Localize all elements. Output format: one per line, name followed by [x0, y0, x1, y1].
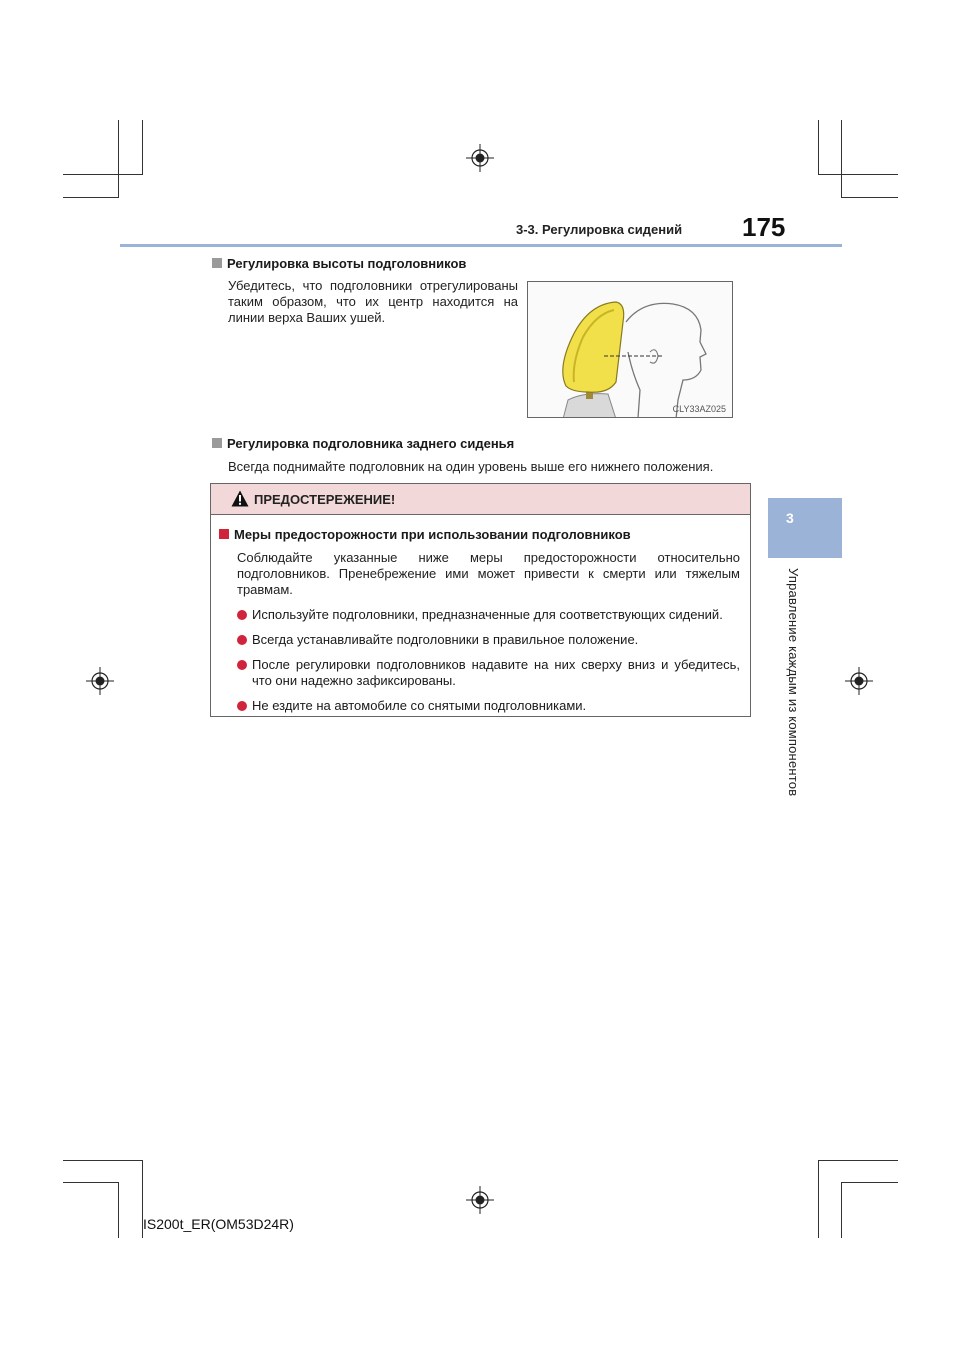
- list-item: Не ездите на автомобиле со снятыми подголовниками.: [219, 698, 740, 714]
- list-item: Используйте подголовники, предназначенные для соответствующих сидений.: [219, 607, 740, 623]
- caution-body: [211, 515, 750, 714]
- page-number: 175: [742, 212, 786, 242]
- headrest-illustration: [527, 281, 733, 418]
- chapter-title: Управление каждым из компонентов: [786, 568, 801, 797]
- warning-icon: [231, 490, 249, 507]
- list-item: Всегда устанавливайте подголовники в правильное положение.: [219, 632, 740, 648]
- headrest-diagram: [528, 282, 733, 418]
- caution-header: [211, 484, 750, 515]
- bullet-dot-icon: [237, 610, 247, 620]
- caution-intro: Соблюдайте указанные ниже меры предосторожности относительно подголовников. Пренебрежение ими может привести к смерти или тяжелым травмам.: [237, 550, 740, 597]
- section-heading: Регулировка высоты подголовников: [212, 256, 466, 271]
- caution-title: ПРЕДОСТЕРЕЖЕНИЕ!: [254, 492, 396, 507]
- registration-mark-icon: [466, 1186, 494, 1214]
- section-body: Всегда поднимайте подголовник на один уровень выше его нижнего положения.: [228, 459, 714, 474]
- chapter-tab: [768, 498, 842, 558]
- section-body: Убедитесь, что подголовники отрегулированы таким образом, что их центр находится на линии верха Ваших ушей.: [228, 278, 518, 325]
- bullet-dot-icon: [237, 660, 247, 670]
- section-title: 3-3. Регулировка сидений: [516, 222, 683, 237]
- registration-mark-icon: [466, 144, 494, 172]
- figure-code: CLY33AZ025: [672, 404, 726, 414]
- header-rule: [120, 244, 842, 247]
- square-bullet-icon: [219, 529, 229, 539]
- registration-mark-icon: [845, 667, 873, 695]
- doc-code: IS200t_ER(OM53D24R): [143, 1216, 294, 1232]
- chapter-number: 3: [786, 510, 794, 526]
- square-bullet-icon: [212, 438, 222, 448]
- list-item: После регулировки подголовников надавите на них сверху вниз и убедитесь, что они надежно зафиксированы.: [219, 657, 740, 689]
- square-bullet-icon: [212, 258, 222, 268]
- section-heading: Регулировка подголовника заднего сиденья: [212, 436, 514, 451]
- bullet-dot-icon: [237, 701, 247, 711]
- bullet-dot-icon: [237, 635, 247, 645]
- caution-box: [210, 483, 751, 717]
- caution-heading: Меры предосторожности при использовании подголовников: [219, 527, 740, 542]
- registration-mark-icon: [86, 667, 114, 695]
